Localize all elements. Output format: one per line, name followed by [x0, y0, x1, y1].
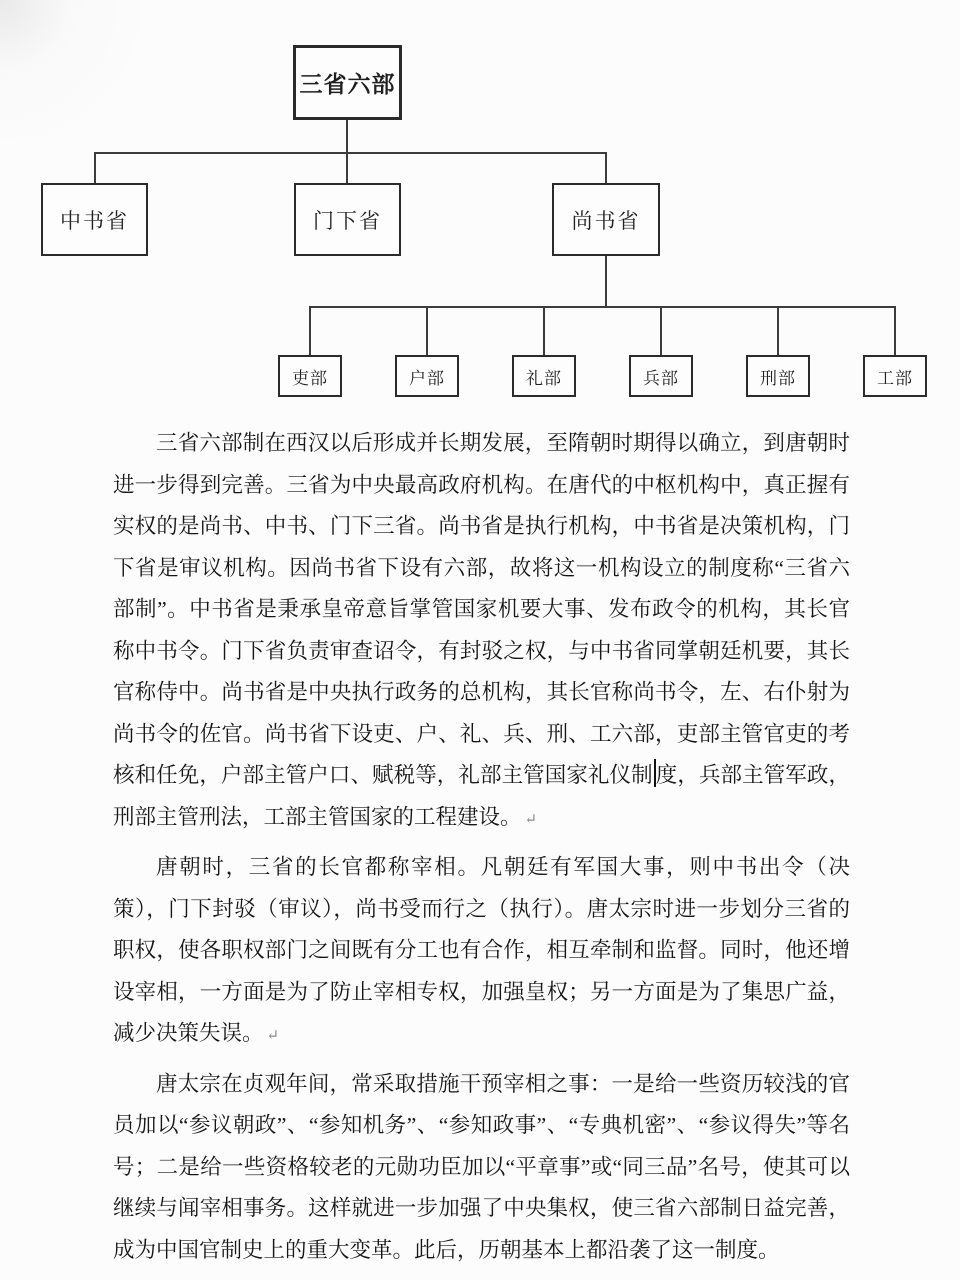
node-ministry-of-works[interactable]	[863, 355, 927, 397]
connector-to-gongbu-works	[894, 306, 896, 356]
node-label: 礼部	[526, 368, 562, 388]
connector-to-hubu-revenue	[426, 306, 428, 356]
paragraph-3[interactable]	[113, 1064, 850, 1275]
connector-level2-horizontal	[94, 152, 607, 154]
connector-to-shangshu	[605, 152, 607, 185]
connector-to-zhongshu	[94, 152, 96, 185]
paragraph-mark: ↵	[266, 1028, 280, 1044]
node-label: 中书省	[60, 208, 129, 233]
node-three-departments-six-ministries[interactable]	[293, 45, 402, 120]
node-shangshu-province[interactable]	[552, 183, 660, 256]
connector-to-libu-personnel	[309, 306, 311, 356]
connector-to-xingbu-justice	[777, 306, 779, 356]
connector-to-libu-rites	[543, 306, 545, 356]
paragraph-1[interactable]	[113, 423, 850, 841]
node-ministry-of-justice[interactable]	[746, 355, 810, 397]
paragraph-2[interactable]	[113, 847, 850, 1058]
node-ministry-of-war[interactable]	[629, 355, 693, 397]
node-menxia-province[interactable]	[294, 183, 401, 256]
connector-to-bingbu-war	[660, 306, 662, 356]
connector-shangshu-down	[605, 255, 607, 308]
connector-level3-horizontal	[309, 306, 896, 308]
node-ministry-of-revenue[interactable]	[395, 355, 459, 397]
paragraph-3-text: 唐太宗在贞观年间，常采取措施干预宰相之事：一是给一些资历较浅的官员加以“参议朝政”、“参知机务”、“参知政事”、“专典机密”、“参议得失”等名号；二是给一些资格较老的元勋功臣加以“平章事”或“同三品”名号，使其可以继续与闻宰相事务。这样就进一步加强了中央集权，使三省六部制日益完善，成为中国官制史上的重大变革。此后，历朝基本上都沿袭了这一制度。	[113, 1071, 850, 1262]
node-label: 吏部	[292, 368, 328, 388]
paragraph-mark: ↵	[524, 811, 538, 828]
node-zhongshu-province[interactable]	[41, 183, 148, 256]
node-label: 工部	[877, 368, 913, 388]
connector-to-menxia	[346, 152, 348, 185]
node-ministry-of-personnel[interactable]	[278, 355, 342, 397]
node-label: 尚书省	[571, 208, 641, 233]
connector-root-down	[346, 118, 348, 154]
paragraph-1-text-after-cursor: 度，兵部主管军政，刑部主管刑法，工部主管国家的工程建设。	[113, 763, 850, 829]
node-label: 户部	[409, 368, 445, 388]
node-label: 门下省	[313, 208, 382, 233]
node-ministry-of-rites[interactable]	[512, 355, 576, 397]
node-label: 兵部	[643, 368, 679, 388]
paragraph-2-text: 唐朝时，三省的长官都称宰相。凡朝廷有军国大事，则中书出令（决策），门下封驳（审议），尚书受而行之（执行）。唐太宗时进一步划分三省的职权，使各职权部门之间既有分工也有合作，相互牵制和监督。同时，他还增设宰相，一方面是为了防止宰相专权，加强皇权；另一方面是为了集思广益，减少决策失误。	[113, 855, 850, 1045]
document-body[interactable]	[113, 423, 850, 1280]
paragraph-1-text-before-cursor: 三省六部制在西汉以后形成并长期发展，至隋朝时期得以确立，到唐朝时进一步得到完善。三省为中央最高政府机构。在唐代的中枢机构中，真正握有实权的是尚书、中书、门下三省。尚书省是执行机构，中书省是决策机构，门下省是审议机构。因尚书省下设有六部，故将这一机构设立的制度称“三省六部制”。中书省是秉承皇帝意旨掌管国家机要大事、发布政令的机构，其长官称中书令。门下省负责审查诏令，有封驳之权，与中书省同掌朝廷机要，其长官称侍中。尚书省是中央执行政务的总机构，其长官称尚书令，左、右仆射为尚书令的佐官。尚书省下设吏、户、礼、兵、刑、工六部，吏部主管官吏的考核和任免，户部主管户口、赋税等，礼部主管国家礼仪制	[113, 431, 850, 787]
node-label: 刑部	[760, 368, 796, 388]
node-label: 三省六部	[299, 72, 396, 97]
